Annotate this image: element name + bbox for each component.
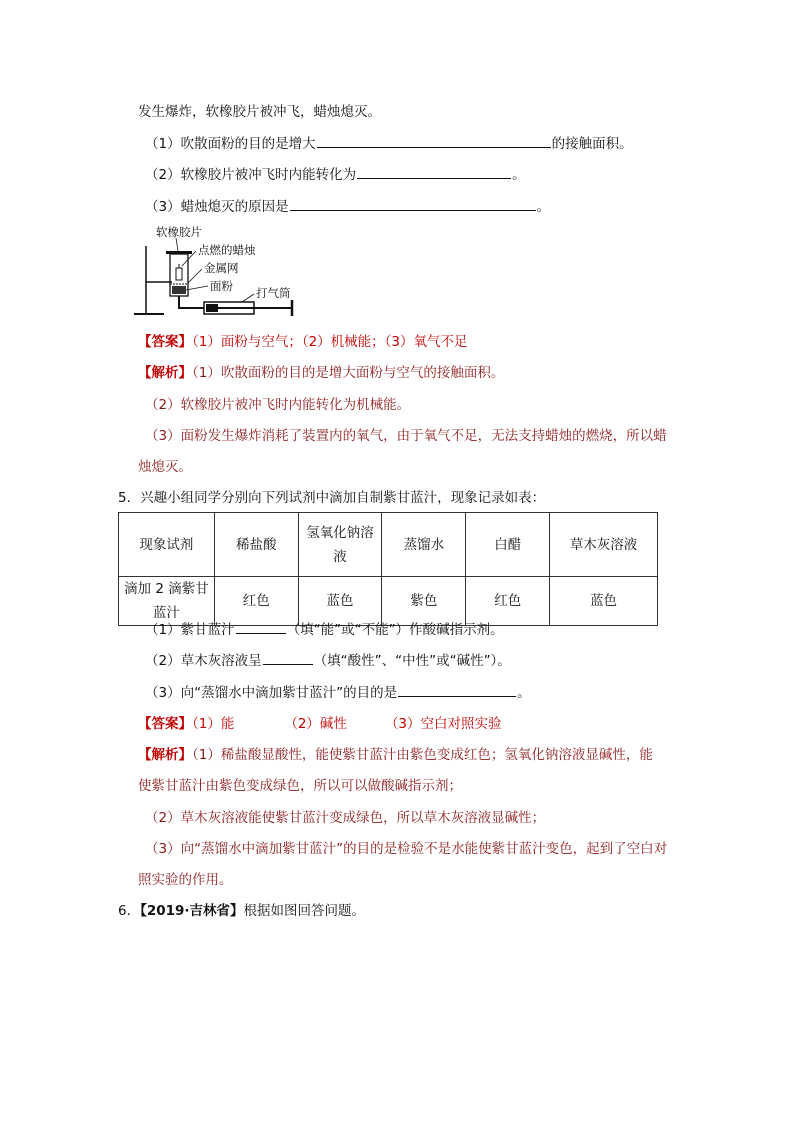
q5-analysis-tag: 【解析】 — [138, 747, 192, 763]
q4-sub1-blank[interactable] — [317, 134, 551, 148]
q5-sub2-pre: （2）草木灰溶液呈 — [145, 653, 262, 669]
q5-analysis-1a: （1）稀盐酸显酸性，能使紫甘蓝汁由紫色变成红色；氢氧化钠溶液显碱性，能 — [192, 747, 653, 763]
table-header-cell — [298, 513, 382, 577]
table-header-cell: 蒸馏水 — [382, 513, 466, 577]
q5-sub2-blank[interactable] — [263, 651, 313, 665]
q5-sub2 — [145, 651, 511, 671]
table-cell: 紫色 — [382, 577, 466, 626]
q4-answer-text: （1）面粉与空气；（2）机械能；（3）氧气不足 — [192, 334, 468, 350]
dust-explosion-apparatus-figure — [132, 226, 312, 322]
q4-answer — [138, 332, 468, 352]
q4-sub2-pre: （2）软橡胶片被冲飞时内能转化为 — [145, 167, 357, 183]
flour-shape — [172, 286, 186, 294]
q5-sub3-pre: （3）向“蒸馏水中滴加紫甘蓝汁”的目的是 — [145, 685, 398, 701]
q4-sub3-post: 。 — [536, 199, 551, 215]
q4-sub3-blank[interactable] — [290, 197, 536, 211]
q4-analysis-line1 — [138, 363, 504, 383]
observation-table — [118, 512, 658, 626]
q5-sub3-post: 。 — [517, 685, 531, 701]
q4-sub1-pre: （1）吹散面粉的目的是增大 — [145, 136, 316, 152]
q5-answer — [138, 714, 502, 734]
table-header-cell: 现象试剂 — [119, 513, 215, 577]
table-header-cell: 稀盐酸 — [214, 513, 298, 577]
q5-analysis-1b: 使紫甘蓝汁由紫色变成绿色，所以可以做酸碱指示剂； — [138, 778, 462, 794]
q5-answer-tag: 【答案】 — [138, 716, 192, 732]
q4-intro-tail: 发生爆炸，软橡胶片被冲飞，蜡烛熄灭。 — [138, 104, 381, 120]
naoh-header-line2: 液 — [333, 548, 347, 565]
q5-answer-3: （3）空白对照实验 — [384, 716, 502, 732]
table-header-cell: 白醋 — [466, 513, 550, 577]
table-cell: 滴加 2 滴紫甘蓝汁 — [119, 577, 215, 626]
table-cell: 红色 — [214, 577, 298, 626]
q4-sub2-post: 。 — [512, 167, 526, 183]
q5-analysis-line1 — [138, 745, 653, 765]
q5-stem: 5．兴趣小组同学分别向下列试剂中滴加自制紫甘蓝汁，现象记录如表： — [118, 490, 546, 506]
q6-stem: 根据如图回答问题。 — [243, 903, 366, 919]
q5-sub1-post: （填“能”或“不能”）作酸碱指示剂。 — [286, 622, 504, 638]
q4-sub2-blank[interactable] — [357, 165, 511, 179]
q6-number: 6． — [118, 903, 141, 919]
q5-answer-1: （1）能 — [192, 716, 235, 732]
q5-sub1 — [145, 620, 504, 640]
table-cell: 蓝色 — [550, 577, 658, 626]
label-flour: 面粉 — [210, 279, 233, 293]
q5-analysis-2: （2）草木灰溶液能使紫甘蓝汁变成绿色，所以草木灰溶液显碱性； — [145, 810, 546, 826]
q4-sub1 — [145, 134, 633, 154]
q4-analysis-1: （1）吹散面粉的目的是增大面粉与空气的接触面积。 — [192, 365, 505, 381]
q4-analysis-2: （2）软橡胶片被冲飞时内能转化为机械能。 — [145, 397, 411, 413]
label-rubber: 软橡胶片 — [156, 226, 202, 239]
table-row — [119, 577, 658, 626]
q5-analysis-3b: 照实验的作用。 — [138, 872, 233, 888]
q5-sub3-blank[interactable] — [398, 683, 516, 697]
q4-analysis-tag: 【解析】 — [138, 365, 192, 381]
q5-analysis-3a: （3）向“蒸馏水中滴加紫甘蓝汁”的目的是检验不是水能使紫甘蓝汁变色，起到了空白对 — [145, 841, 668, 857]
q5-sub1-blank[interactable] — [236, 620, 286, 634]
naoh-header-line1: 氢氧化钠溶 — [306, 524, 374, 541]
q4-analysis-3b: 烛熄灭。 — [138, 459, 192, 475]
table-cell: 蓝色 — [298, 577, 382, 626]
q4-analysis-3a: （3）面粉发生爆炸消耗了装置内的氧气，由于氧气不足，无法支持蜡烛的燃烧，所以蜡 — [145, 428, 667, 444]
q4-sub3-pre: （3）蜡烛熄灭的原因是 — [145, 199, 289, 215]
label-mesh: 金属网 — [204, 261, 239, 275]
table-header-cell: 草木灰溶液 — [550, 513, 658, 577]
q4-sub3 — [145, 197, 550, 217]
label-pump: 打气筒 — [256, 286, 291, 300]
label-candle: 点燃的蜡烛 — [198, 243, 256, 257]
q5-sub1-pre: （1）紫甘蓝汁 — [145, 622, 235, 638]
q5-sub2-post: （填“酸性”、“中性”或“碱性”）。 — [313, 653, 511, 669]
q4-sub1-post: 的接触面积。 — [551, 136, 633, 152]
table-cell: 红色 — [466, 577, 550, 626]
q4-sub2 — [145, 165, 526, 185]
table-header-row — [119, 513, 658, 577]
q6-source: 【2019·吉林省】 — [140, 903, 244, 919]
q5-answer-2: （2）碱性 — [284, 716, 347, 732]
q6-stem-line — [118, 901, 365, 921]
q4-answer-tag: 【答案】 — [138, 334, 192, 350]
q5-sub3 — [145, 683, 531, 703]
